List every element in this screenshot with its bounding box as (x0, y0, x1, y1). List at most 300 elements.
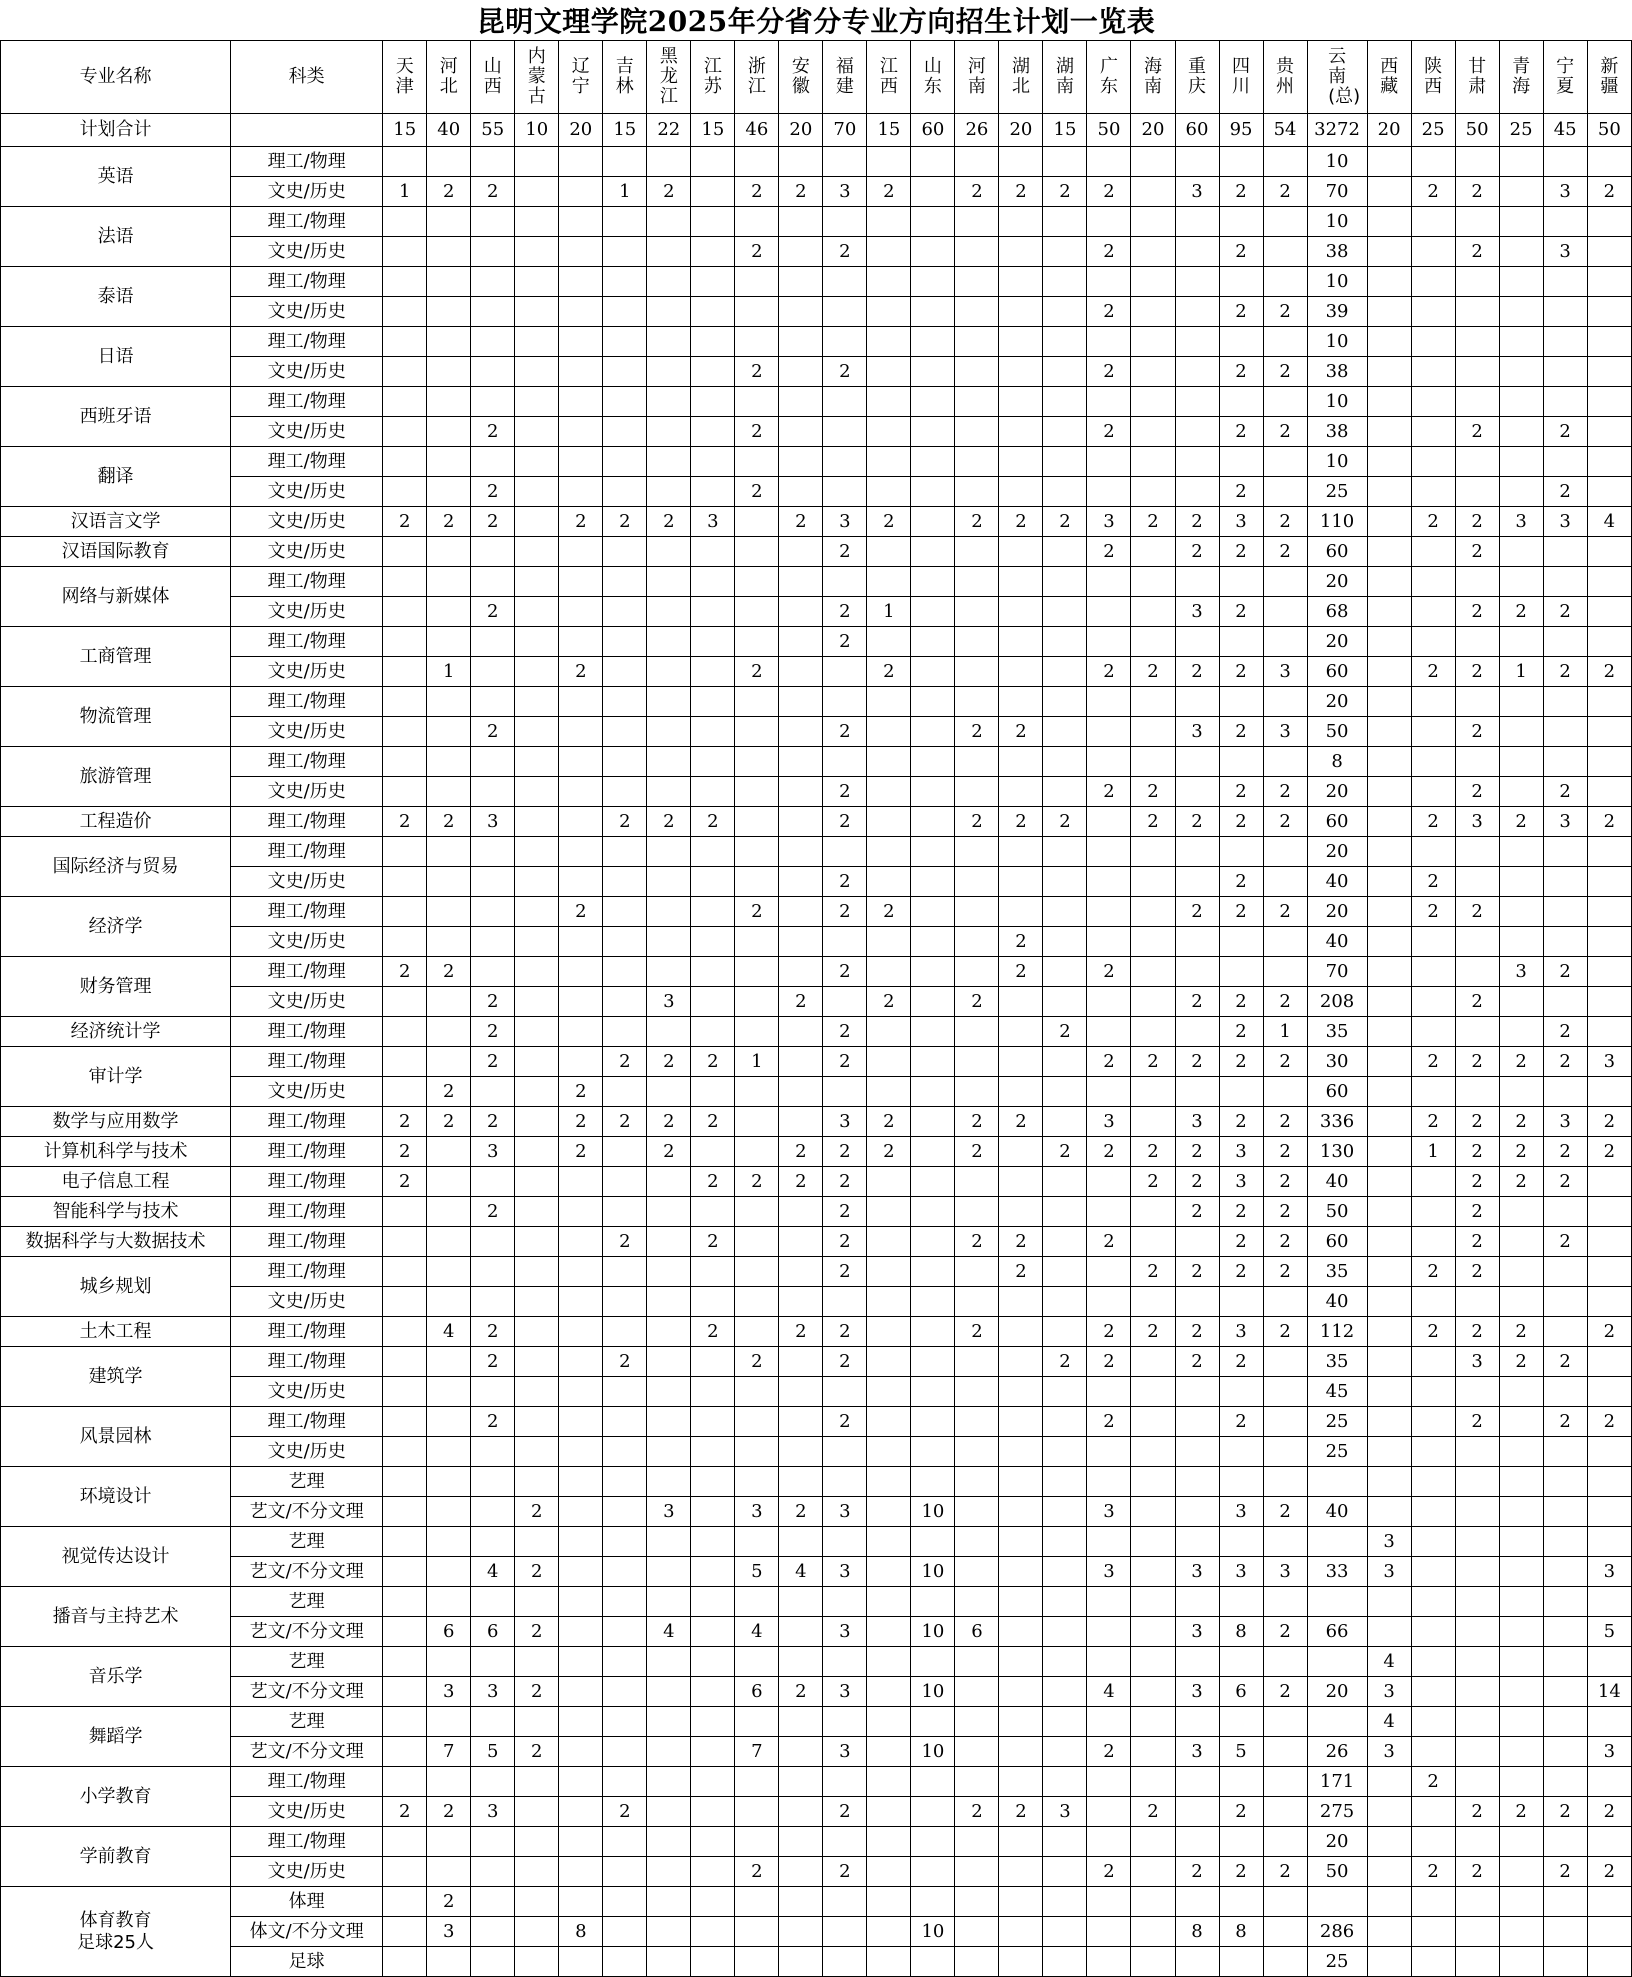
quota-cell (955, 1857, 999, 1887)
quota-cell (1043, 1707, 1087, 1737)
quota-cell (911, 267, 955, 297)
quota-cell (471, 1707, 515, 1737)
major-name-cell (1, 1467, 231, 1527)
quota-cell (603, 357, 647, 387)
table-row (1, 567, 1632, 597)
quota-cell (383, 597, 427, 627)
quota-cell (955, 357, 999, 387)
quota-cell (999, 1407, 1043, 1437)
quota-cell: 2 (1263, 987, 1307, 1017)
quota-cell: 40 (1307, 867, 1367, 897)
quota-cell (691, 927, 735, 957)
major-name: 小学教育 (79, 1785, 152, 1807)
quota-cell (823, 1887, 867, 1917)
quota-cell (955, 327, 999, 357)
quota-cell (1175, 477, 1219, 507)
quota-cell (1043, 657, 1087, 687)
quota-cell (1131, 927, 1175, 957)
quota-cell: 3 (1367, 1557, 1411, 1587)
quota-cell (1131, 867, 1175, 897)
quota-cell: 3 (1087, 507, 1131, 537)
quota-cell: 2 (427, 807, 471, 837)
quota-cell: 2 (1263, 1497, 1307, 1527)
quota-cell (1131, 1857, 1175, 1887)
quota-cell (1587, 1917, 1631, 1947)
quota-cell (1499, 1857, 1543, 1887)
quota-cell (955, 747, 999, 777)
quota-cell (823, 1587, 867, 1617)
category-cell: 文史/历史 (231, 597, 383, 627)
province-name: 甘肃 (1468, 56, 1487, 97)
quota-cell (867, 927, 911, 957)
quota-cell (1043, 1677, 1087, 1707)
quota-cell (383, 1767, 427, 1797)
quota-cell (1587, 1347, 1631, 1377)
quota-cell (1131, 747, 1175, 777)
category-cell: 艺文/不分文理 (231, 1677, 383, 1707)
quota-cell (383, 1887, 427, 1917)
quota-cell (1411, 1737, 1455, 1767)
quota-cell (779, 447, 823, 477)
quota-cell (735, 567, 779, 597)
quota-cell (1543, 1947, 1587, 1977)
quota-cell (647, 1857, 691, 1887)
quota-cell (471, 1527, 515, 1557)
quota-cell (603, 1467, 647, 1497)
quota-cell: 20 (1307, 897, 1367, 927)
quota-cell (647, 1527, 691, 1557)
quota-cell (955, 1497, 999, 1527)
quota-cell: 10 (1307, 207, 1367, 237)
quota-cell (1499, 1677, 1543, 1707)
header-province (1087, 41, 1131, 114)
quota-cell (1087, 1827, 1131, 1857)
quota-cell: 2 (1087, 777, 1131, 807)
quota-cell (1131, 1107, 1175, 1137)
quota-cell (1499, 687, 1543, 717)
quota-cell: 4 (471, 1557, 515, 1587)
quota-cell (1131, 1017, 1175, 1047)
quota-cell (999, 297, 1043, 327)
quota-cell: 3 (1175, 717, 1219, 747)
quota-cell: 2 (1087, 357, 1131, 387)
quota-cell: 2 (1263, 1227, 1307, 1257)
quota-cell (1043, 1497, 1087, 1527)
quota-cell (999, 597, 1043, 627)
quota-cell (471, 1887, 515, 1917)
quota-cell: 2 (1455, 777, 1499, 807)
quota-cell (823, 1527, 867, 1557)
quota-cell (1587, 1887, 1631, 1917)
quota-cell (911, 777, 955, 807)
quota-cell: 2 (1087, 177, 1131, 207)
quota-cell (867, 687, 911, 717)
quota-cell: 25 (1307, 1947, 1367, 1977)
quota-cell: 3 (1543, 177, 1587, 207)
quota-cell: 3 (471, 807, 515, 837)
quota-cell (1043, 987, 1087, 1017)
quota-cell: 2 (1411, 507, 1455, 537)
major-name-cell (1, 1107, 231, 1137)
quota-cell (515, 327, 559, 357)
quota-cell (1499, 717, 1543, 747)
quota-cell (647, 957, 691, 987)
quota-cell (427, 1497, 471, 1527)
quota-cell (691, 1437, 735, 1467)
quota-cell (1499, 237, 1543, 267)
quota-cell: 70 (1307, 957, 1367, 987)
category-cell: 理工/物理 (231, 807, 383, 837)
major-name-cell (1, 1197, 231, 1227)
quota-cell (1087, 1617, 1131, 1647)
table-row (1, 177, 1632, 207)
quota-cell (1043, 1317, 1087, 1347)
quota-cell (1043, 717, 1087, 747)
quota-cell (1131, 1887, 1175, 1917)
quota-cell: 2 (1219, 657, 1263, 687)
quota-cell (867, 747, 911, 777)
quota-cell (1263, 327, 1307, 357)
quota-cell (427, 417, 471, 447)
province-name: 广东 (1099, 56, 1118, 97)
quota-cell: 2 (955, 1317, 999, 1347)
quota-cell: 2 (515, 1677, 559, 1707)
quota-cell (1455, 1527, 1499, 1557)
quota-cell (427, 207, 471, 237)
quota-cell (1411, 1227, 1455, 1257)
category-cell: 理工/物理 (231, 1827, 383, 1857)
quota-cell (823, 927, 867, 957)
quota-cell (1043, 267, 1087, 297)
quota-cell (1175, 1407, 1219, 1437)
quota-cell (603, 1677, 647, 1707)
quota-cell (1367, 1857, 1411, 1887)
quota-cell: 2 (1543, 1347, 1587, 1377)
quota-cell (515, 1887, 559, 1917)
quota-cell (823, 1947, 867, 1977)
quota-cell (1411, 1917, 1455, 1947)
quota-cell (647, 777, 691, 807)
quota-cell (383, 1827, 427, 1857)
quota-cell: 2 (559, 1107, 603, 1137)
quota-cell (603, 1197, 647, 1227)
quota-cell (515, 1947, 559, 1977)
quota-cell (1587, 1377, 1631, 1407)
total-cell: 10 (515, 114, 559, 147)
quota-cell (955, 1047, 999, 1077)
quota-cell (603, 957, 647, 987)
quota-cell (1219, 1887, 1263, 1917)
quota-cell: 68 (1307, 597, 1367, 627)
quota-cell: 2 (1219, 477, 1263, 507)
quota-cell (1367, 897, 1411, 927)
quota-cell (647, 1587, 691, 1617)
quota-cell (471, 897, 515, 927)
quota-cell (1367, 477, 1411, 507)
quota-cell (955, 1827, 999, 1857)
quota-cell (999, 1137, 1043, 1167)
quota-cell (1131, 417, 1175, 447)
quota-cell (1455, 1077, 1499, 1107)
quota-cell (1499, 267, 1543, 297)
quota-cell (1131, 387, 1175, 417)
quota-cell (559, 1047, 603, 1077)
quota-cell (999, 1767, 1043, 1797)
quota-cell (955, 1467, 999, 1497)
quota-cell: 3 (1087, 1557, 1131, 1587)
major-name: 经济学 (88, 915, 143, 937)
quota-cell (691, 417, 735, 447)
quota-cell (999, 1047, 1043, 1077)
quota-cell (603, 717, 647, 747)
quota-cell (1367, 1827, 1411, 1857)
quota-cell: 35 (1307, 1257, 1367, 1287)
quota-cell (1175, 867, 1219, 897)
quota-cell (955, 1197, 999, 1227)
quota-cell (471, 1647, 515, 1677)
quota-cell (515, 237, 559, 267)
quota-cell (955, 567, 999, 597)
quota-cell (1131, 897, 1175, 927)
category-cell: 理工/物理 (231, 1767, 383, 1797)
quota-cell: 7 (427, 1737, 471, 1767)
quota-cell (1367, 777, 1411, 807)
quota-cell (603, 1527, 647, 1557)
quota-cell: 2 (1411, 1107, 1455, 1137)
total-cell: 15 (603, 114, 647, 147)
quota-cell: 2 (647, 507, 691, 537)
quota-cell: 30 (1307, 1047, 1367, 1077)
quota-cell (1367, 1437, 1411, 1467)
quota-cell (1175, 747, 1219, 777)
category-cell: 文史/历史 (231, 477, 383, 507)
quota-cell (1043, 777, 1087, 807)
quota-cell (1087, 567, 1131, 597)
quota-cell (867, 1527, 911, 1557)
major-name: 工商管理 (79, 645, 152, 667)
header-province (1263, 41, 1307, 114)
quota-cell (999, 1197, 1043, 1227)
quota-cell: 2 (1455, 597, 1499, 627)
quota-cell: 1 (603, 177, 647, 207)
quota-cell: 2 (1087, 1317, 1131, 1347)
quota-cell (427, 567, 471, 597)
quota-cell: 3 (823, 1737, 867, 1767)
quota-cell (515, 1317, 559, 1347)
quota-cell (1367, 1347, 1411, 1377)
quota-cell (427, 267, 471, 297)
table-row (1, 1197, 1632, 1227)
quota-cell (911, 1017, 955, 1047)
total-cell: 20 (559, 114, 603, 147)
quota-cell (867, 1017, 911, 1047)
quota-cell: 2 (1587, 657, 1631, 687)
quota-cell: 2 (1219, 897, 1263, 927)
quota-cell (515, 1647, 559, 1677)
quota-cell: 2 (1499, 807, 1543, 837)
category-cell: 艺理 (231, 1647, 383, 1677)
quota-cell: 2 (559, 1137, 603, 1167)
major-name-cell (1, 747, 231, 807)
quota-cell (1263, 477, 1307, 507)
quota-cell (1043, 1587, 1087, 1617)
quota-cell (911, 807, 955, 837)
quota-cell (1543, 447, 1587, 477)
quota-cell (1175, 237, 1219, 267)
quota-cell (383, 1497, 427, 1527)
quota-cell (559, 747, 603, 777)
quota-cell: 3 (1455, 807, 1499, 837)
quota-cell (1087, 1527, 1131, 1557)
quota-cell (471, 927, 515, 957)
quota-cell (559, 987, 603, 1017)
quota-cell (911, 687, 955, 717)
quota-cell (1367, 1227, 1411, 1257)
quota-cell: 2 (823, 1317, 867, 1347)
quota-cell (1587, 237, 1631, 267)
quota-cell: 6 (1219, 1677, 1263, 1707)
quota-cell (1455, 1947, 1499, 1977)
quota-cell: 2 (999, 717, 1043, 747)
quota-cell (735, 1437, 779, 1467)
province-name: 四川 (1232, 56, 1251, 97)
category-cell: 文史/历史 (231, 777, 383, 807)
major-name-cell (1, 1827, 231, 1887)
quota-cell (1219, 1647, 1263, 1677)
quota-cell: 2 (1131, 507, 1175, 537)
quota-cell: 4 (1367, 1647, 1411, 1677)
quota-cell (471, 327, 515, 357)
table-row (1, 837, 1632, 867)
quota-cell: 10 (1307, 147, 1367, 177)
major-name-cell (1, 387, 231, 447)
quota-cell (647, 1707, 691, 1737)
quota-cell (1411, 1197, 1455, 1227)
quota-cell: 1 (1263, 1017, 1307, 1047)
quota-cell (1087, 1437, 1131, 1467)
quota-cell (647, 1407, 691, 1437)
quota-cell: 2 (1263, 1047, 1307, 1077)
quota-cell (1455, 1737, 1499, 1767)
table-row (1, 1167, 1632, 1197)
quota-cell (1087, 687, 1131, 717)
quota-cell (955, 297, 999, 327)
quota-cell (1543, 927, 1587, 957)
quota-cell: 10 (1307, 267, 1367, 297)
quota-cell (735, 1287, 779, 1317)
quota-cell (911, 177, 955, 207)
quota-cell: 3 (823, 1497, 867, 1527)
quota-cell: 2 (1175, 987, 1219, 1017)
quota-cell (1411, 237, 1455, 267)
quota-cell (867, 627, 911, 657)
quota-cell (735, 327, 779, 357)
quota-cell (1499, 387, 1543, 417)
province-name: 河北 (439, 56, 458, 97)
quota-cell (911, 1527, 955, 1557)
quota-cell (427, 1827, 471, 1857)
quota-cell (603, 1257, 647, 1287)
quota-cell (1367, 747, 1411, 777)
quota-cell (1219, 267, 1263, 297)
quota-cell (1087, 477, 1131, 507)
quota-cell (383, 147, 427, 177)
quota-cell (1367, 1917, 1411, 1947)
quota-cell (911, 417, 955, 447)
quota-cell (427, 1647, 471, 1677)
quota-cell: 2 (1219, 987, 1263, 1017)
quota-cell (1411, 1407, 1455, 1437)
quota-cell (1175, 927, 1219, 957)
quota-cell (867, 1347, 911, 1377)
quota-cell (603, 417, 647, 447)
quota-cell (779, 1437, 823, 1467)
quota-cell (779, 1107, 823, 1137)
quota-cell: 2 (1411, 807, 1455, 837)
quota-cell (647, 297, 691, 327)
quota-cell (515, 1437, 559, 1467)
quota-cell: 2 (823, 627, 867, 657)
quota-cell (779, 1467, 823, 1497)
quota-cell (867, 1617, 911, 1647)
quota-cell (1499, 1407, 1543, 1437)
major-name: 环境设计 (79, 1485, 152, 1507)
quota-cell (1499, 747, 1543, 777)
quota-cell: 2 (691, 1047, 735, 1077)
quota-cell: 3 (823, 1677, 867, 1707)
quota-cell: 3 (1499, 507, 1543, 537)
table-row (1, 1827, 1632, 1857)
quota-cell (647, 1737, 691, 1767)
quota-cell (647, 1197, 691, 1227)
quota-cell (691, 717, 735, 747)
quota-cell: 2 (1175, 1347, 1219, 1377)
quota-cell (1367, 957, 1411, 987)
category-cell: 文史/历史 (231, 357, 383, 387)
quota-cell (1043, 1467, 1087, 1497)
quota-cell (911, 1107, 955, 1137)
quota-cell (867, 1557, 911, 1587)
header-category: 科类 (231, 41, 383, 114)
quota-cell: 2 (1543, 1797, 1587, 1827)
quota-cell (515, 627, 559, 657)
table-row (1, 1797, 1632, 1827)
quota-cell (471, 447, 515, 477)
quota-cell (427, 687, 471, 717)
quota-cell (1499, 1497, 1543, 1527)
quota-cell (955, 1407, 999, 1437)
province-name: 重庆 (1188, 56, 1206, 97)
quota-cell (1087, 987, 1131, 1017)
quota-cell (559, 1497, 603, 1527)
quota-cell: 2 (1263, 177, 1307, 207)
quota-cell (735, 1377, 779, 1407)
quota-cell (999, 777, 1043, 807)
quota-cell (603, 1137, 647, 1167)
quota-cell (735, 957, 779, 987)
quota-cell (1131, 177, 1175, 207)
quota-cell (867, 1887, 911, 1917)
quota-cell: 3 (1587, 1737, 1631, 1767)
quota-cell: 2 (1219, 1857, 1263, 1887)
quota-cell: 2 (603, 1227, 647, 1257)
quota-cell: 2 (1411, 1047, 1455, 1077)
quota-cell (735, 837, 779, 867)
quota-cell: 2 (955, 1797, 999, 1827)
category-cell: 文史/历史 (231, 1287, 383, 1317)
quota-cell (1367, 1797, 1411, 1827)
quota-cell (911, 297, 955, 327)
